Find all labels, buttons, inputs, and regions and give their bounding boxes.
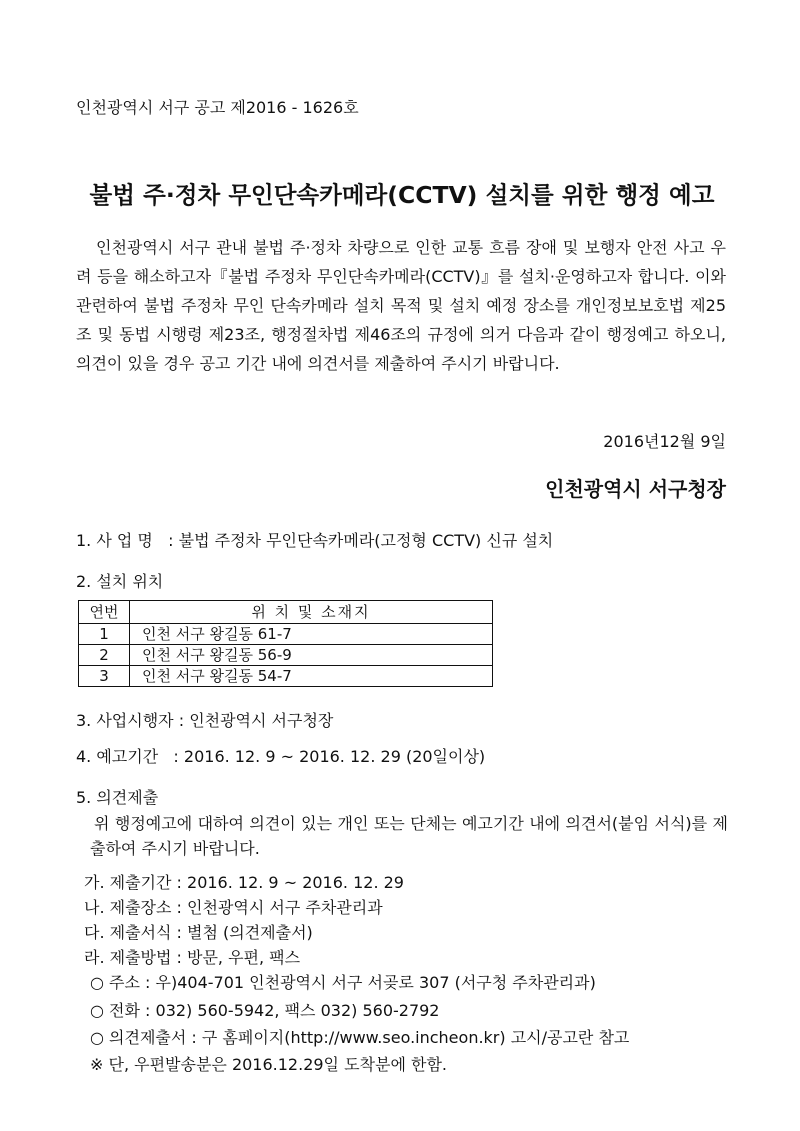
location-table bbox=[78, 600, 493, 687]
project-name-line: 1. 사 업 명 : 불법 주정차 무인단속카메라(고정형 CCTV) 신규 설치 bbox=[76, 531, 554, 550]
submission-method: 라. 제출방법 : 방문, 우편, 팩스 bbox=[84, 948, 301, 967]
submission-period: 가. 제출기간 : 2016. 12. 9 ~ 2016. 12. 29 bbox=[84, 873, 404, 892]
row-location: 인천 서구 왕길동 61-7 bbox=[130, 624, 493, 645]
row-number: 2 bbox=[79, 645, 130, 666]
submission-place: 나. 제출장소 : 인천광역시 서구 주차관리과 bbox=[84, 898, 383, 917]
notice-number: 인천광역시 서구 공고 제2016 - 1626호 bbox=[76, 98, 359, 117]
row-location: 인천 서구 왕길동 56-9 bbox=[130, 645, 493, 666]
table-row bbox=[79, 624, 493, 645]
document-title: 불법 주·정차 무인단속카메라(CCTV) 설치를 위한 행정 예고 bbox=[89, 181, 715, 209]
submission-form: 다. 제출서식 : 별첨 (의견제출서) bbox=[84, 923, 313, 942]
row-location: 인천 서구 왕길동 54-7 bbox=[130, 666, 493, 687]
submission-address: ○ 주소 : 우)404-701 인천광역시 서구 서곶로 307 (서구청 주차관리과) bbox=[90, 973, 596, 992]
implementer-line: 3. 사업시행자 : 인천광역시 서구청장 bbox=[76, 711, 334, 730]
notice-date: 2016년12월 9일 bbox=[603, 432, 726, 451]
table-row bbox=[79, 666, 493, 687]
row-number: 3 bbox=[79, 666, 130, 687]
opinion-heading: 5. 의견제출 bbox=[76, 788, 159, 807]
intro-paragraph: 인천광역시 서구 관내 불법 주·정차 차량으로 인한 교통 흐름 장애 및 보행자 안전 사고 우려 등을 해소하고자『불법 주정차 무인단속카메라(CCTV)』를 설치·운영하고자 합니다. 이와 관련하여 불법 주정차 무인 단속카메라 설치 목적 및 설치 예정 장소를 개인정보보호법 제25조 및 동법 시행령 제23조, 행정절차법 제46조의 규정에 의거 다음과 같이 행정예고 하오니, 의견이 있을 경우 공고 기간 내에 의견서를 제출하여 주시기 바랍니다. bbox=[76, 238, 726, 373]
column-header-location: 위 치 및 소재지 bbox=[130, 601, 493, 624]
contact-phone: ○ 전화 : 032) 560-5942, 팩스 032) 560-2792 bbox=[90, 1001, 440, 1020]
issuer-name: 인천광역시 서구청장 bbox=[545, 477, 726, 501]
table-header-row bbox=[79, 601, 493, 624]
location-heading: 2. 설치 위치 bbox=[76, 572, 164, 591]
column-header-number: 연번 bbox=[79, 601, 130, 624]
notice-period-line: 4. 예고기간 : 2016. 12. 9 ~ 2016. 12. 29 (20일이상) bbox=[76, 747, 486, 766]
row-number: 1 bbox=[79, 624, 130, 645]
mail-note: ※ 단, 우편발송분은 2016.12.29일 도착분에 한함. bbox=[90, 1055, 448, 1074]
table-row bbox=[79, 645, 493, 666]
opinion-description: 위 행정예고에 대하여 의견이 있는 개인 또는 단체는 예고기간 내에 의견서(붙임 서식)를 제출하여 주시기 바랍니다. bbox=[90, 814, 728, 858]
form-source: ○ 의견제출서 : 구 홈페이지(http://www.seo.incheon.kr) 고시/공고란 참고 bbox=[90, 1028, 630, 1047]
